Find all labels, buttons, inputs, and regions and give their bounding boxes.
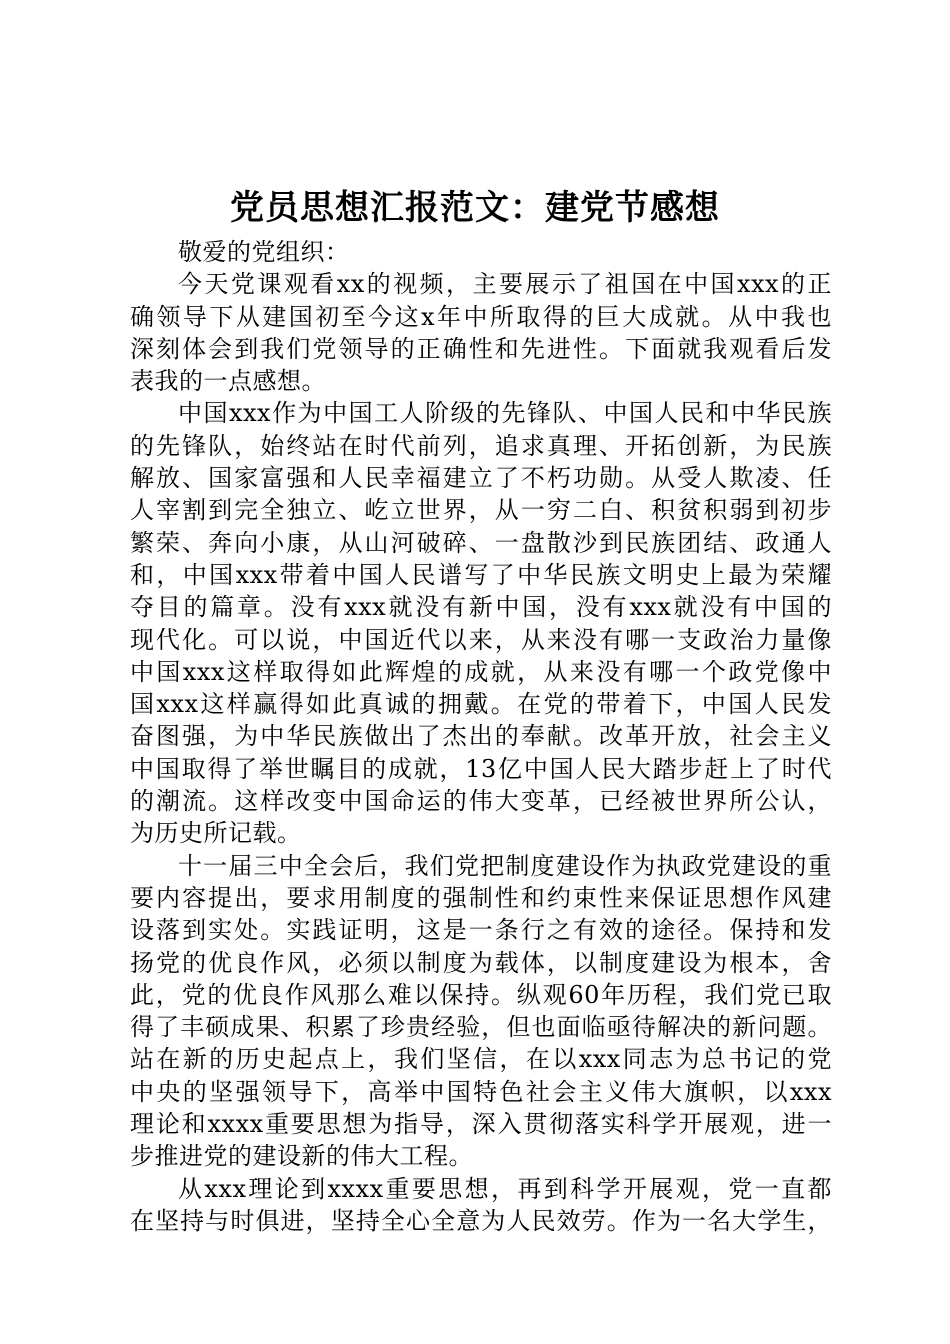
paragraph-line: 得了丰硕成果、积累了珍贵经验，但也面临亟待解决的新问题。 (130, 1013, 832, 1042)
paragraph-1 (130, 268, 832, 397)
paragraph-line: 现代化。可以说，中国近代以来，从来没有哪一支政治力量像 (130, 625, 832, 654)
paragraph-line: 繁荣、奔向小康，从山河破碎、一盘散沙到民族团结、政通人 (130, 528, 832, 557)
paragraph-4 (130, 1173, 832, 1238)
paragraph-line: 解放、国家富强和人民幸福建立了不朽功勋。从受人欺凌、任 (130, 464, 832, 493)
paragraph-line: 今天党课观看xx的视频，主要展示了祖国在中国xxx的正 (178, 270, 832, 299)
paragraph-line: 从xxx理论到xxxx重要思想，再到科学开展观，党一直都 (178, 1174, 832, 1203)
paragraph-line: 的先锋队，始终站在时代前列，追求真理、开拓创新，为民族 (130, 431, 832, 460)
paragraph-line: 确领导下从建国初至今这x年中所取得的巨大成就。从中我也 (130, 302, 832, 331)
paragraph-line: 的潮流。这样改变中国命运的伟大变革，已经被世界所公认， (130, 787, 832, 816)
paragraph-line: 理论和xxxx重要思想为指导，深入贯彻落实科学开展观，进一 (130, 1110, 832, 1139)
paragraph-line: 中国xxx作为中国工人阶级的先锋队、中国人民和中华民族 (178, 399, 832, 428)
paragraph-line: 步推进党的建设新的伟大工程。 (130, 1142, 473, 1171)
paragraph-line: 中国xxx这样取得如此辉煌的成就，从来没有哪一个政党像中 (130, 657, 832, 686)
paragraph-line: 深刻体会到我们党领导的正确性和先进性。下面就我观看后发 (130, 334, 832, 363)
paragraph-line: 此，党的优良作风那么难以保持。纵观60年历程，我们党已取 (130, 980, 832, 1009)
paragraph-line: 要内容提出，要求用制度的强制性和约束性来保证思想作风建 (130, 883, 832, 912)
paragraph-3 (130, 850, 832, 1173)
document-body (130, 236, 832, 1237)
paragraph-line: 表我的一点感想。 (130, 367, 326, 396)
paragraph-line: 人宰割到完全独立、屹立世界，从一穷二白、积贫积弱到初步 (130, 496, 832, 525)
paragraph-2 (130, 397, 832, 849)
paragraph-line: 扬党的优良作风，必须以制度为载体，以制度建设为根本，舍 (130, 948, 832, 977)
paragraph-line: 十一届三中全会后，我们党把制度建设作为执政党建设的重 (178, 851, 832, 880)
paragraph-line: 站在新的历史起点上，我们坚信，在以xxx同志为总书记的党 (130, 1045, 832, 1074)
paragraph-line: 奋图强，为中华民族做出了杰出的奉献。改革开放，社会主义 (130, 722, 832, 751)
paragraph-line: 在坚持与时俱进，坚持全心全意为人民效劳。作为一名大学生， (130, 1206, 832, 1235)
document-title: 党员思想汇报范文：建党节感想 (230, 188, 720, 228)
salutation: 敬爱的党组织： (178, 238, 350, 266)
paragraph-line: 中央的坚强领导下，高举中国特色社会主义伟大旗帜，以xxx (130, 1077, 832, 1106)
paragraph-line: 国xxx这样赢得如此真诚的拥戴。在党的带着下，中国人民发 (130, 690, 832, 719)
paragraph-line: 和，中国xxx带着中国人民谱写了中华民族文明史上最为荣耀 (130, 560, 832, 589)
paragraph-line: 夺目的篇章。没有xxx就没有新中国，没有xxx就没有中国的 (130, 593, 832, 622)
paragraph-line: 设落到实处。实践证明，这是一条行之有效的途径。保持和发 (130, 916, 832, 945)
paragraph-line: 为历史所记载。 (130, 819, 302, 848)
paragraph-line: 中国取得了举世瞩目的成就，13亿中国人民大踏步赶上了时代 (130, 754, 832, 783)
